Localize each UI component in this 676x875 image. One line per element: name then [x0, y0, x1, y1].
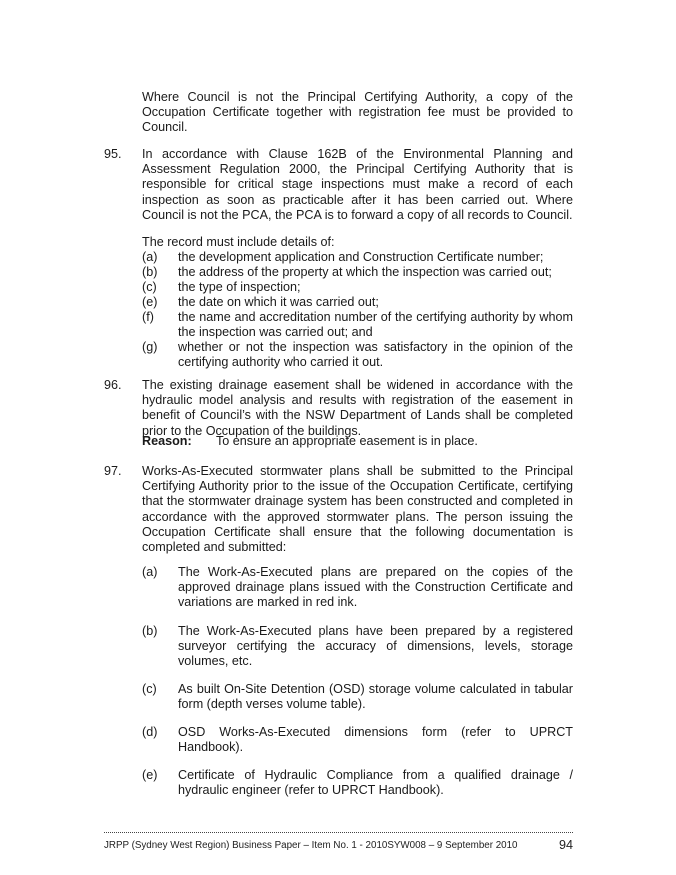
condition-95-item-b: [142, 265, 573, 280]
footer-text: JRPP (Sydney West Region) Business Paper – Item No. 1 - 2010SYW008 – 9 September 2010: [104, 840, 518, 851]
footer-divider: [104, 832, 573, 833]
intro-paragraph: Where Council is not the Principal Certifying Authority, a copy of the Occupation Certificate together with registration fee must be provided to Council.: [142, 90, 573, 135]
page-number: 94: [558, 838, 573, 852]
condition-96-number: 96.: [104, 378, 122, 392]
item-label: (e): [142, 295, 158, 309]
item-text: The Work-As-Executed plans have been prepared by a registered surveyor certifying the accuracy of dimensions, levels, storage volumes, etc.: [178, 624, 573, 669]
item-label: (c): [142, 682, 157, 696]
condition-95-item-a: [142, 250, 573, 265]
condition-96-reason: [142, 434, 573, 449]
condition-95-item-f: [142, 310, 573, 340]
item-text: the development application and Construction Certificate number;: [178, 250, 544, 264]
item-text: the name and accreditation number of the certifying authority by whom the inspection was carried out; and: [178, 310, 573, 340]
item-label: (b): [142, 624, 158, 638]
condition-95-item-c: [142, 280, 573, 295]
condition-95-number: 95.: [104, 147, 122, 161]
condition-97-item-a: [142, 565, 573, 611]
condition-95-text: In accordance with Clause 162B of the Environmental Planning and Assessment Regulation 2000, the Principal Certifying Authority that is responsible for critical stage inspections must make a record of each inspection as soon as practicable after it has been carried out. Where Council is not the PCA, the PCA is to forward a copy of all records to Council.: [142, 147, 573, 222]
item-text: whether or not the inspection was satisfactory in the opinion of the certifying authority who carried it out.: [178, 340, 573, 370]
condition-97-number: 97.: [104, 464, 122, 478]
condition-97-item-b: [142, 624, 573, 670]
reason-label: Reason:: [142, 434, 192, 448]
condition-95-lead: The record must include details of:: [142, 235, 335, 249]
condition-97-text: Works-As-Executed stormwater plans shall be submitted to the Principal Certifying Authority prior to the issue of the Occupation Certificate, certifying that the stormwater drainage system has been constructed and completed in accordance with the approved stormwater plans. The person issuing the Occupation Certificate shall ensure that the following documentation is completed and submitted:: [142, 464, 573, 555]
item-label: (g): [142, 340, 158, 354]
condition-95-item-g: [142, 340, 573, 370]
reason-text: To ensure an appropriate easement is in place.: [216, 434, 478, 448]
item-label: (a): [142, 250, 158, 264]
item-label: (c): [142, 280, 157, 294]
condition-96-text: The existing drainage easement shall be widened in accordance with the hydraulic model analysis and results with registration of the easement in benefit of Council’s with the NSW Department of Lands shall be completed prior to the Occupation of the buildings.: [142, 378, 573, 438]
page-footer: [104, 840, 573, 851]
item-label: (d): [142, 725, 158, 739]
item-text: Certificate of Hydraulic Compliance from a qualified drainage / hydraulic engineer (refer to UPRCT Handbook).: [178, 768, 573, 798]
condition-95-item-e: [142, 295, 573, 310]
item-label: (b): [142, 265, 158, 279]
item-text: the type of inspection;: [178, 280, 301, 294]
item-text: OSD Works-As-Executed dimensions form (refer to UPRCT Handbook).: [178, 725, 573, 755]
item-label: (a): [142, 565, 158, 579]
condition-97-item-d: [142, 725, 573, 755]
item-label: (e): [142, 768, 158, 782]
item-text: the address of the property at which the inspection was carried out;: [178, 265, 552, 279]
item-text: As built On-Site Detention (OSD) storage volume calculated in tabular form (depth verses volume table).: [178, 682, 573, 712]
item-label: (f): [142, 310, 154, 324]
condition-97-item-e: [142, 768, 573, 798]
item-text: The Work-As-Executed plans are prepared on the copies of the approved drainage plans issued with the Construction Certificate and variations are marked in red ink.: [178, 565, 573, 610]
item-text: the date on which it was carried out;: [178, 295, 379, 309]
condition-97-item-c: [142, 682, 573, 712]
